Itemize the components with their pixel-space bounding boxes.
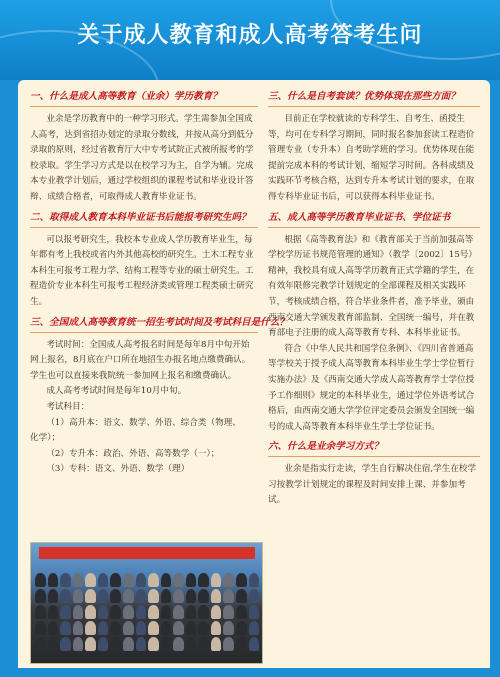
section-1-title: 一、什么是成人高等教育（业余）学历教育？	[30, 91, 222, 102]
section-5	[268, 211, 480, 436]
left-column	[30, 90, 290, 478]
photo-people-row	[35, 621, 259, 635]
section-divider	[268, 106, 480, 107]
section-4	[268, 90, 480, 206]
section-6	[268, 440, 480, 509]
section-5-paragraph: 符合《中华人民共和国学位条例》、《四川省普通高等学校关于授予成人高等教育本科毕业生学士学位暂行实施办法》及《西南交通大学成人高等教育学士学位授予工作细则》规定的本科毕业生，通过学位外语考试合格后，由西南交通大学学位评定委员会颁发全国统一编号的成人高等教育本科毕业生学士学位证书。	[268, 343, 475, 432]
section-divider	[268, 227, 480, 228]
section-2-title: 二、取得成人教育本科毕业证书后能报考研究生吗？	[30, 211, 251, 223]
section-1	[30, 90, 258, 206]
page-title: 关于成人教育和成人高考答考生问	[77, 23, 423, 48]
section-divider	[30, 106, 258, 107]
subjects-label: 考试科目：	[46, 401, 90, 412]
subject-item: （2）专升本：政治、外语、高等数学（一）；	[46, 448, 220, 459]
section-4-paragraph: 目前正在学校就读的专科学生、自考生、函授生等，均可在专科学习期间，同时报名参加套读工程造价管理专业（专升本）自考助学班的学习。优势体现在能提前完成本科的考试计划，缩短学习时间。各科成绩及实践环节考核合格，达到专升本考试计划的要求，在取得专科毕业证书后，可以获得本科毕业证书。	[268, 114, 475, 202]
section-5-title: 五、成人高等学历教育毕业证书、学位证书	[268, 211, 451, 223]
section-3	[30, 316, 290, 478]
section-1-paragraph: 业余是学历教育中的一种学习形式。学生需参加全国成人高考，达到省招办划定的录取分数线，并按从高分到低分录取的原则，经过省教育厅大中专考试院正式被所报考的学校录取。学生学习方式是以在校学习为主，自学为辅。完成本专业教学计划后，通过学校组织的课程考试和毕业设计答辩、成绩合格者，可取得成人教育毕业证书。	[30, 114, 254, 202]
section-2	[30, 211, 258, 311]
photo-banner	[39, 547, 255, 559]
section-divider	[30, 332, 258, 333]
photo-people-row	[35, 589, 259, 603]
subject-item: 化学）；	[30, 433, 61, 444]
section-divider	[30, 227, 258, 228]
section-5-paragraph: 根据《高等教育法》和《教育部关于当前加强高等学校学历证书规范管理的通知》（教学〔2002〕15号）精神，我校具有成人高等学历教育正式学籍的学生，在有效年限修完教学计划规定的全部课程及相关实践环节，考核成绩合格，符合毕业条件者，准予毕业，颁由西南交通大学颁发教育部监制、全国统一编号，并在教育部电子注册的成人高等教育专科、本科毕业证书。	[268, 234, 477, 339]
section-3-paragraph: 考试时间：全国成人高考报名时间是每年8月中旬开始网上报名，8月底在户口所在地招生办报名地点缴费确认。学生也可以直接来我院统一参加网上报名和缴费确认。	[30, 339, 251, 381]
section-3-title: 三、全国成人高等教育统一招生考试时间及考试科目是什么？	[30, 316, 290, 328]
photo-people-row	[35, 573, 259, 587]
section-2-paragraph: 可以报考研究生，我校本专业成人学历教育毕业生，每年都有考上我校或省内外其他高校的研究生。土木工程专业本科生可报考工程力学、结构工程等专业的硕士研究生。工程造价专业本科生可报考工程经济类或管理工程类硕士研究生。	[30, 234, 254, 307]
photo-people-row	[35, 605, 259, 619]
section-6-title: 六、什么是业余学习方式？	[268, 441, 384, 453]
subject-item: （1）高升本：语文、数学、外语、综合类（物理、	[46, 417, 241, 428]
photo-people-row	[35, 637, 259, 651]
header-banner	[0, 0, 500, 80]
section-divider	[268, 456, 480, 457]
section-3-paragraph: 成人高考考试时间是每年10月中旬。	[46, 386, 187, 397]
subject-item: （3）专科：语文、外语、数学（理）	[46, 464, 190, 475]
right-column	[268, 90, 480, 509]
content-panel	[18, 80, 490, 668]
graduation-group-photo	[30, 542, 263, 664]
section-6-paragraph: 业余是指实行走读，学生自行解决住宿,学生在校学习按教学计划规定的课程及时间安排上课、并参加考试。	[268, 464, 477, 506]
section-4-title: 三、什么是自考套读？优势体现在那些方面？	[268, 91, 460, 102]
